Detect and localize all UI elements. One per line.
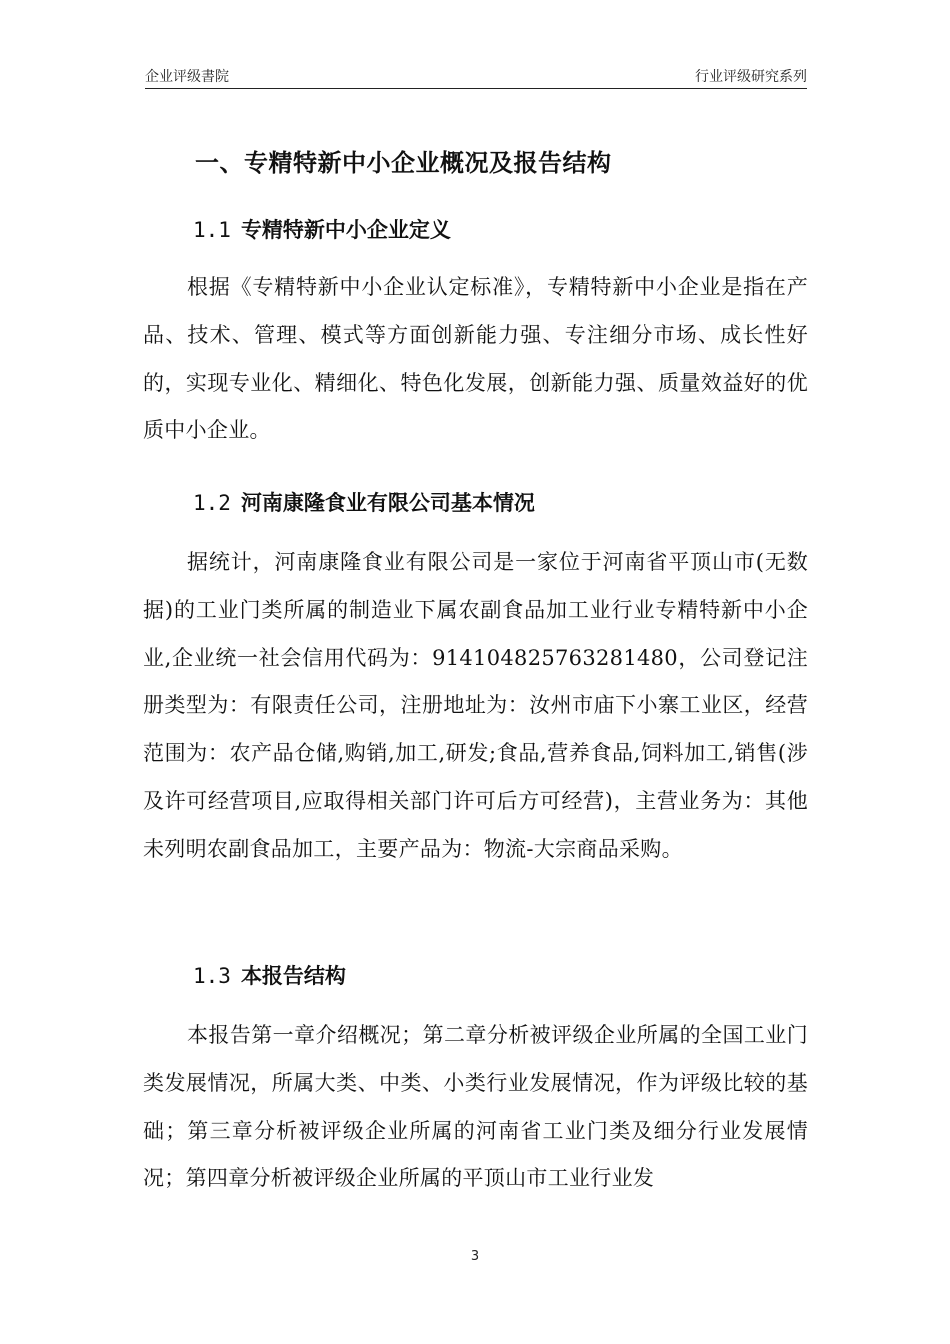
chapter-title: 一、专精特新中小企业概况及报告结构 [195, 149, 612, 177]
section-number: 1.1 [193, 218, 231, 242]
section-heading-1-3 [193, 960, 346, 990]
page-number: 3 [470, 1249, 480, 1264]
section-heading-1-1 [193, 214, 451, 244]
section-title: 本报告结构 [240, 964, 346, 988]
section-heading-1-2 [193, 487, 535, 517]
section-title: 专精特新中小企业定义 [240, 218, 451, 242]
section-1-3-paragraph: 本报告第一章介绍概况；第二章分析被评级企业所属的全国工业门类发展情况，所属大类、中类、小类行业发展情况，作为评级比较的基础；第三章分析被评级企业所属的河南省工业门类及细分行业发展情况；第四章分析被评级企业所属的平顶山市工业行业发 [143, 1023, 808, 1191]
section-number: 1.3 [193, 964, 231, 988]
section-title: 河南康隆食业有限公司基本情况 [240, 491, 535, 515]
page-header [145, 64, 807, 89]
section-1-1-paragraph: 根据《专精特新中小企业认定标准》，专精特新中小企业是指在产品、技术、管理、模式等方面创新能力强、专注细分市场、成长性好的，实现专业化、精细化、特色化发展，创新能力强、质量效益好的优质中小企业。 [143, 275, 808, 443]
header-publisher: 企业评级書院 [145, 69, 229, 85]
header-series: 行业评级研究系列 [695, 69, 807, 85]
section-number: 1.2 [193, 491, 231, 515]
section-1-2-paragraph: 据统计，河南康隆食业有限公司是一家位于河南省平顶山市(无数据)的工业门类所属的制造业下属农副食品加工业行业专精特新中小企业,企业统一社会信用代码为：914104825763281480，公司登记注册类型为：有限责任公司，注册地址为：汝州市庙下小寨工业区，经营范围为：农产品仓储,购销,加工,研发;食品,营养食品,饲料加工,销售(涉及许可经营项目,应取得相关部门许可后方可经营)，主营业务为：其他未列明农副食品加工，主要产品为：物流-大宗商品采购。 [143, 550, 808, 861]
